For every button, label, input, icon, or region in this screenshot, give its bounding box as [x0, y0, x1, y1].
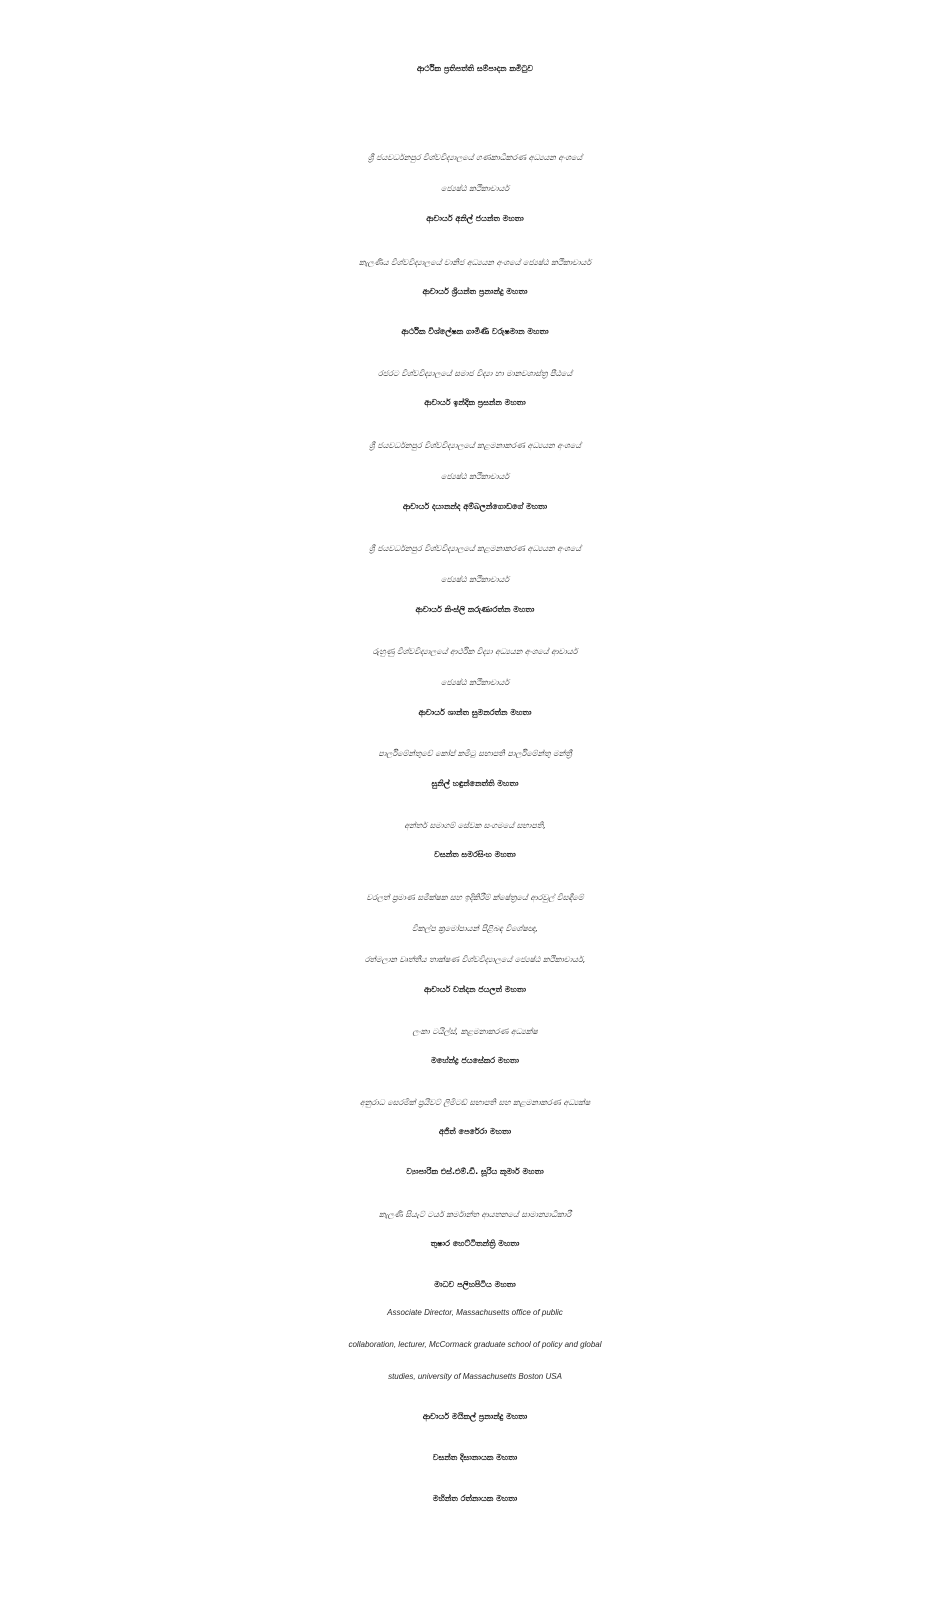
member-6-role-line-2: ජ්‍යෙෂ්ඨ කථිකාචාර්ය [440, 575, 510, 584]
member-1-role-line-2: ජ්‍යෙෂ්ඨ කථිකාචාර්ය [440, 184, 510, 193]
member-10-role-line-2: විකල්ප ක්‍රමෝපායන් පිළිබඳ විශේෂඥ, [412, 924, 538, 933]
member-5-role-line-1: ශ්‍රී ජයවර්ධනපුර විශ්වවිද්‍යාලයේ කළමනාකරණ අධ්‍යයන අංශයේ [368, 441, 582, 450]
member-6-name: ආචාර්ය කිංස්ලි කරුණාරත්න මහතා [415, 605, 535, 614]
member-2-role-line-1: කැලණිය විශ්වවිද්‍යාලයේ වානිජ අධ්‍යයන අංශයේ ජ්‍යෙෂ්ඨ කථිකාචාර්ය [358, 258, 592, 267]
member-12-name: අජිත් පෙරේරා මහතා [438, 1127, 512, 1136]
member-15-english-line-1: Associate Director, Massachusetts office of public [387, 1308, 563, 1317]
member-4-name: ආචාර්ය ඉන්දික ප්‍රසන්න මහතා [424, 398, 526, 407]
member-9-role-line-1: අන්තර් සමාගම් සේවක සංගමයේ සභාපති, [404, 821, 546, 830]
member-1-role-line-1: ශ්‍රී ජයවර්ධනපුර විශ්වවිද්‍යාලයේ ගණකාධිකරණ අධ්‍යයන අංශයේ [367, 153, 583, 162]
member-10-role-line-3: රත්මලාන වෘත්තීය තාක්ෂණ විශ්වවිද්‍යාලයේ ජ්‍යෙෂ්ඨ කථිකාචාර්ය, [364, 955, 586, 964]
member-8-name: සුනිල් හඳුන්නෙත්ති මහතා [431, 779, 519, 788]
member-3-name: ආර්ථික විශ්ලේෂක ගාමිණී වරුෂමාන මහතා [401, 327, 549, 336]
member-7-role-line-2: ජ්‍යෙෂ්ඨ කථිකාචාර්ය [440, 678, 510, 687]
member-14-name: තුෂාර හෙට්ටිතන්ත්‍රි මහතා [430, 1239, 520, 1248]
member-15-english-line-2: collaboration, lecturer, McCormack graduate school of policy and global [348, 1340, 602, 1349]
member-13-name: ව්‍යාපාරික එස්.එම්.ඩී. සූරිය කුමාර් මහතා [406, 1167, 544, 1176]
member-6-role-line-1: ශ්‍රී ජයවර්ධනපුර විශ්වවිද්‍යාලයේ කළමනාකරණ අධ්‍යයන අංශයේ [368, 544, 582, 553]
member-2-name: ආචාර්ය ශ්‍රියන්ත ප්‍රනාන්දු මහතා [422, 287, 528, 296]
member-14-role-line-1: කැලණි සියැට් ටයර් කර්මාන්ත ආයතනයේ සාමාන්‍යාධිකාරී [378, 1210, 572, 1219]
member-11-name: මහේන්ද්‍ර ජයසේකර මහතා [431, 1056, 519, 1065]
member-7-role-line-1: රුහුණු විශ්වවිද්‍යාලයේ ආර්ථික විද්‍යා අධ්‍යයන අංශයේ ආචාර්ය [372, 647, 578, 656]
member-10-name: ආචාර්ය චන්දන ජයලත් මහතා [424, 985, 526, 994]
member-16-name: ආචාර්ය මයිකල් ප්‍රනාන්දු මහතා [422, 1412, 528, 1421]
member-15-name: මාධව පලිහපිටිය මහතා [434, 1280, 516, 1289]
member-18-name: මහින්ත රත්නායක මහතා [432, 1494, 518, 1503]
member-4-role-line-1: රජරට විශ්වවිද්‍යාලයේ සමාජ විද්‍යා හා මානවශාස්ත්‍ර පීඨයේ [377, 369, 573, 378]
document-title: ආර්ථික ප්‍රතිපත්ති සම්පාදන කමිටුව [416, 64, 534, 73]
member-5-role-line-2: ජ්‍යෙෂ්ඨ කථිකාචාර්ය [440, 472, 510, 481]
member-17-name: වසන්ත දිසානායක මහතා [432, 1453, 518, 1462]
member-10-role-line-1: වරලත් ප්‍රමාණ සමීක්ෂක සහ ඉදිකිරීම් ක්ෂේත්‍රයේ ආරවුල් විසඳීමේ [366, 893, 584, 902]
member-11-role-line-1: ලංකා ටයිල්ස්, කළමනාකරණ අධ්‍යක්ෂ [412, 1027, 538, 1036]
member-8-role-line-1: පාර්ලිමේන්තුවේ කෝප් කමිටු සභාපති පාර්ලිමේන්තු මන්ත්‍රී [378, 749, 572, 758]
member-5-name: ආචාර්ය දයානන්ද අම්බලන්ගොඩගේ මහතා [402, 502, 548, 511]
member-1-name: ආචාර්ය අනිල් ජයන්ත මහතා [426, 214, 524, 223]
member-9-name: වසන්ත සමරසිංහ මහතා [434, 850, 516, 859]
member-12-role-line-1: අනුරාධ සෙරමික් ප්‍රයිවට් ලිමිටඩ් සභාපති සහ කළමනාකරණ අධ්‍යක්ෂ [359, 1098, 591, 1107]
member-15-english-line-3: studies, university of Massachusetts Boston USA [388, 1372, 562, 1381]
member-7-name: ආචාර්ය ශාන්ත සුමනරත්න මහතා [418, 708, 532, 717]
